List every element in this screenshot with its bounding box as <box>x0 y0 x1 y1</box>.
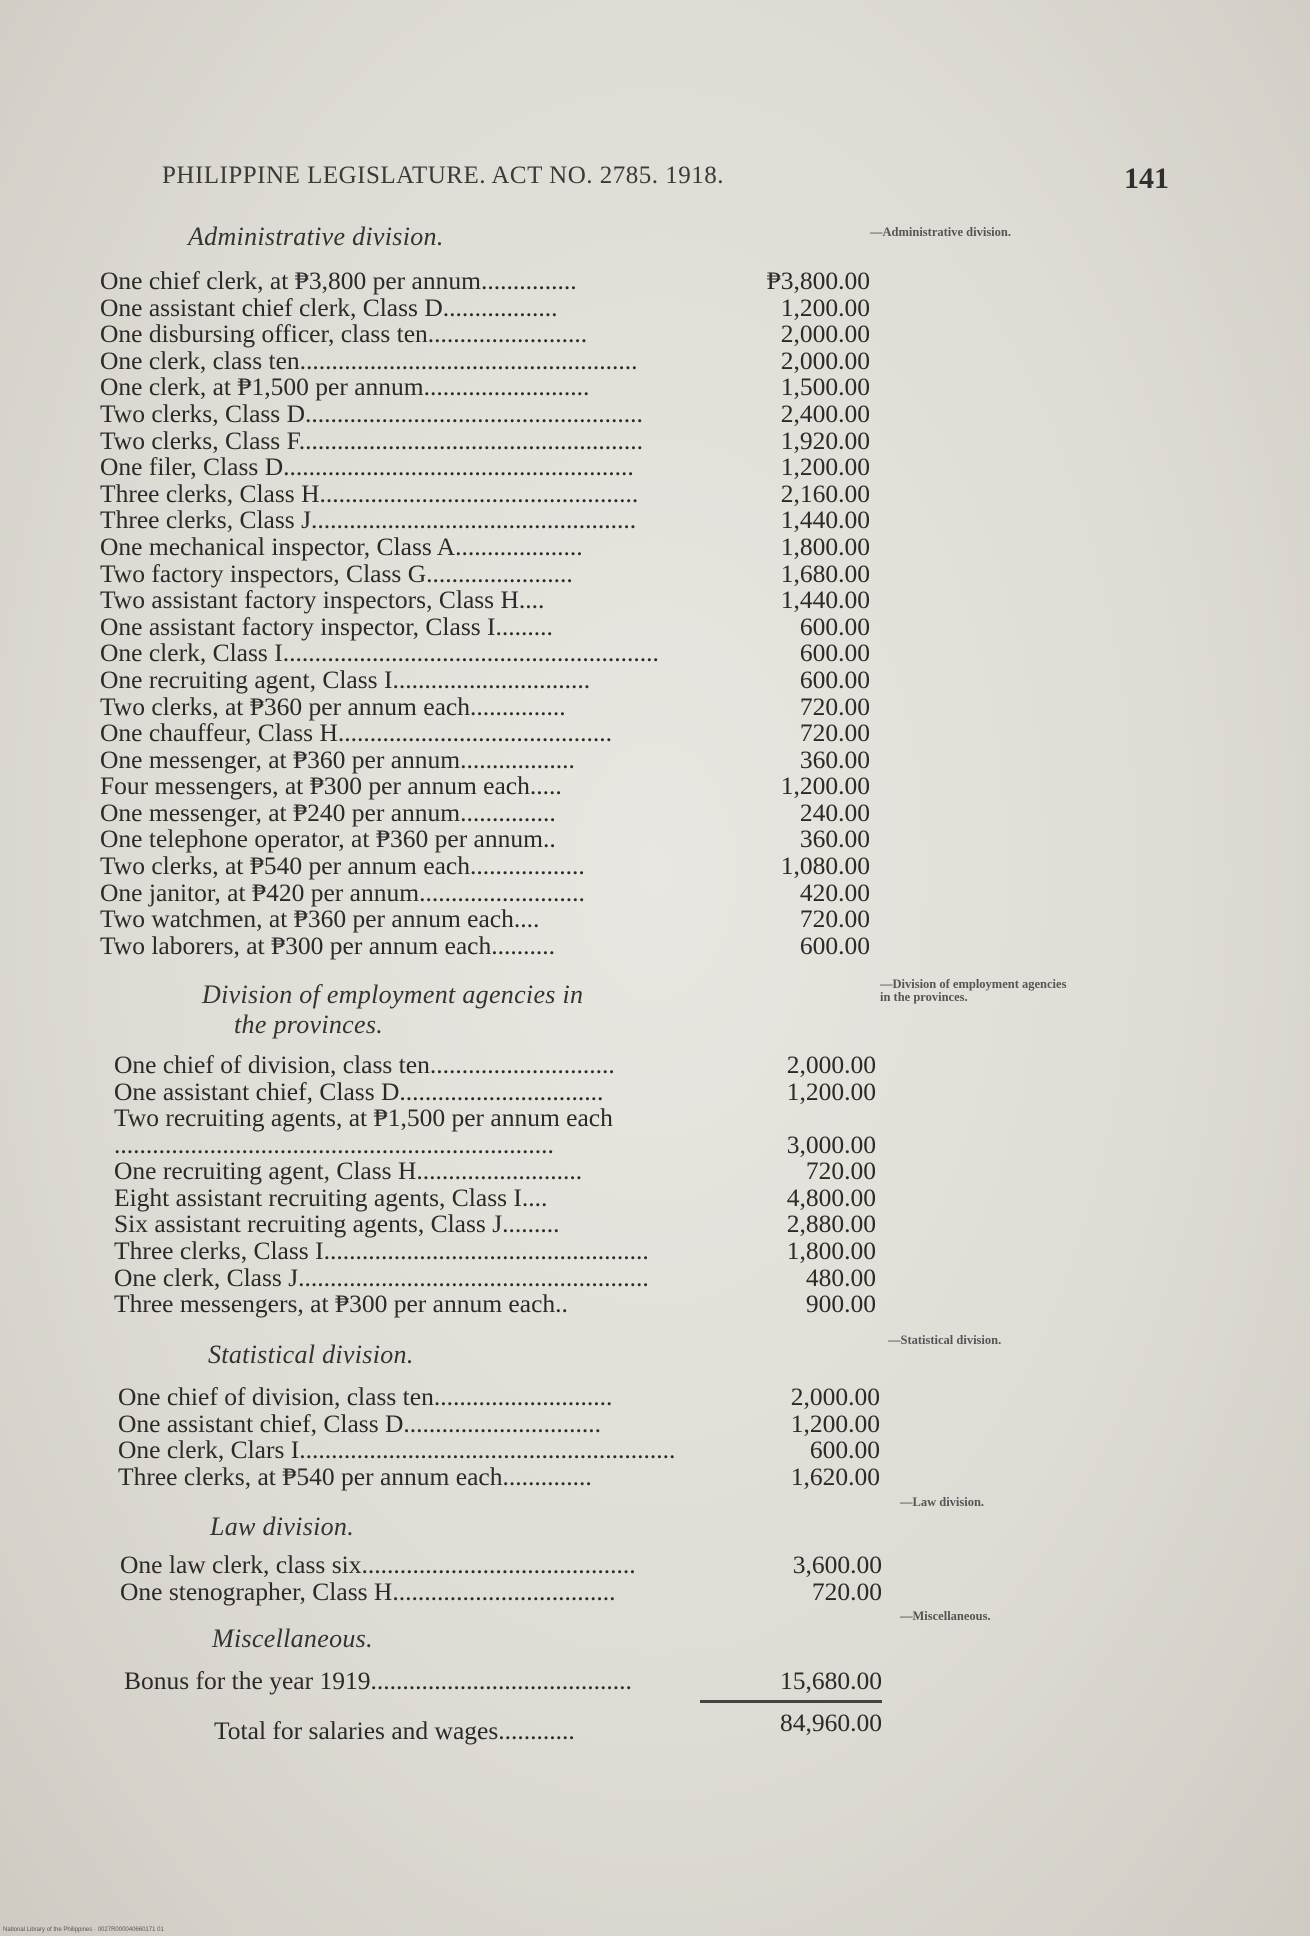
entry-amount: 1,800.00 <box>780 531 870 561</box>
employment-agencies-entries <box>114 1052 894 1318</box>
heading-line: Division of employment agencies in <box>202 980 584 1009</box>
list-item <box>100 425 880 455</box>
entry-amount: 2,400.00 <box>780 398 870 428</box>
entry-amount: 1,200.00 <box>780 292 870 322</box>
entry-amount: 2,880.00 <box>786 1209 876 1239</box>
administrative-entries <box>100 268 880 959</box>
entry-label: One disbursing officer, class ten......................... <box>100 319 588 349</box>
entry-amount: 600.00 <box>799 611 870 641</box>
list-item <box>100 640 880 667</box>
entry-amount: 2,000.00 <box>786 1050 876 1079</box>
entry-amount: 1,200.00 <box>790 1408 880 1438</box>
entry-label: Three clerks, at ₱540 per annum each.............. <box>118 1461 592 1491</box>
list-item <box>100 826 880 853</box>
entry-amount: 360.00 <box>799 744 870 774</box>
entry-amount: 1,500.00 <box>780 372 870 402</box>
list-item <box>114 1105 894 1158</box>
margin-note-employment-agencies: —Division of employment agencies in the provinces. <box>880 977 1067 1004</box>
list-item <box>118 1384 898 1411</box>
entry-label: One recruiting agent, Class I............................... <box>100 664 591 694</box>
list-item <box>100 744 880 774</box>
list-item <box>100 877 880 907</box>
entry-amount: 2,160.00 <box>780 478 870 508</box>
entry-label: Two clerks, Class F...................................................... <box>100 425 643 455</box>
entry-amount: 720.00 <box>799 718 870 748</box>
entry-amount: 3,000.00 <box>786 1129 876 1159</box>
list-item <box>100 853 880 880</box>
list-item <box>100 454 880 481</box>
entry-amount: 720.00 <box>799 904 870 934</box>
list-item <box>100 268 880 295</box>
list-item <box>114 1262 894 1292</box>
entry-label: One clerk, Class J....................................................... <box>114 1262 649 1292</box>
entry-label: Two clerks, Class D..................................................... <box>100 398 643 428</box>
entry-label: One assistant chief, Class D................................ <box>114 1076 604 1106</box>
entry-amount: 900.00 <box>805 1289 876 1319</box>
entry-amount: 240.00 <box>799 797 870 827</box>
margin-note-administrative: —Administrative division. <box>870 225 1011 239</box>
entry-amount: 1,440.00 <box>780 585 870 615</box>
list-item <box>100 906 880 933</box>
entry-amount: 15,680.00 <box>780 1666 882 1695</box>
list-item <box>100 587 880 614</box>
list-item <box>118 1408 898 1438</box>
entry-amount: 1,920.00 <box>780 425 870 455</box>
entry-amount: 4,800.00 <box>786 1182 876 1212</box>
entry-amount: 2,000.00 <box>780 345 870 375</box>
total-amount: 84,960.00 <box>780 1708 882 1737</box>
list-item <box>114 1235 894 1265</box>
entry-amount: 600.00 <box>799 930 870 960</box>
list-item <box>100 558 880 588</box>
list-item <box>114 1182 894 1212</box>
entry-amount: 2,000.00 <box>790 1382 880 1411</box>
entry-label: Four messengers, at ₱300 per annum each..... <box>100 771 562 801</box>
entry-label: One law clerk, class six........................................... <box>120 1550 636 1579</box>
entry-label: Two clerks, at ₱360 per annum each............... <box>100 691 566 721</box>
heading-line: the provinces. <box>234 1010 384 1039</box>
list-item <box>100 691 880 721</box>
entry-amount: 1,200.00 <box>780 452 870 482</box>
entry-label: One clerk, Class I........................................................... <box>100 638 659 668</box>
entry-label: One messenger, at ₱240 per annum............... <box>100 797 556 827</box>
entry-label: One stenographer, Class H................................... <box>120 1576 616 1606</box>
entry-label: One chief of division, class ten............................. <box>114 1050 615 1079</box>
miscellaneous-entries <box>124 1668 904 1695</box>
footer-credit: National Library of the Philippines · 0027R000040660171 01 <box>3 1927 164 1933</box>
entry-label: One chief of division, class ten............................ <box>118 1382 613 1411</box>
entry-amount: 720.00 <box>799 691 870 721</box>
list-item <box>100 773 880 800</box>
list-item <box>114 1158 894 1185</box>
entry-amount: 1,680.00 <box>780 558 870 588</box>
list-item <box>120 1576 900 1606</box>
list-item <box>118 1437 898 1464</box>
section-heading-law: Law division. <box>210 1512 355 1541</box>
entry-amount: 600.00 <box>799 638 870 668</box>
entry-label: One mechanical inspector, Class A.................... <box>100 531 583 561</box>
list-item <box>114 1076 894 1106</box>
entry-label: Eight assistant recruiting agents, Class I.... <box>114 1182 548 1212</box>
list-item <box>100 507 880 534</box>
entry-label: One clerk, Clars I........................................................... <box>118 1435 676 1465</box>
entry-amount: 2,000.00 <box>780 319 870 349</box>
entry-label: One assistant factory inspector, Class I......... <box>100 611 553 641</box>
entry-amount: 1,200.00 <box>786 1076 876 1106</box>
entry-label: Three clerks, Class H.................................................. <box>100 478 639 508</box>
entry-amount: 420.00 <box>799 877 870 907</box>
entry-label: One recruiting agent, Class H.......................... <box>114 1156 583 1186</box>
list-item <box>114 1291 894 1318</box>
list-item <box>100 398 880 428</box>
list-item <box>100 345 880 375</box>
list-item <box>114 1052 894 1079</box>
entry-label: One chief clerk, at ₱3,800 per annum............... <box>100 266 577 295</box>
entry-amount: 1,440.00 <box>780 505 870 535</box>
entry-amount: 480.00 <box>805 1262 876 1292</box>
entry-label: One filer, Class D....................................................... <box>100 452 634 482</box>
entry-amount: ₱3,800.00 <box>766 266 870 295</box>
entry-label: Three clerks, Class J................................................... <box>100 505 637 535</box>
entry-label: Two assistant factory inspectors, Class H.... <box>100 585 545 615</box>
list-item <box>100 321 880 348</box>
list-item <box>100 374 880 401</box>
list-item <box>120 1552 900 1579</box>
entry-label: Two laborers, at ₱300 per annum each.......... <box>100 930 555 960</box>
entry-label: One assistant chief, Class D............................... <box>118 1408 602 1438</box>
entry-label: Two clerks, at ₱540 per annum each.................. <box>100 851 585 881</box>
list-item <box>100 478 880 508</box>
list-item <box>100 930 880 960</box>
entry-label: One messenger, at ₱360 per annum.................. <box>100 744 575 774</box>
list-item <box>100 531 880 561</box>
entry-label: Three messengers, at ₱300 per annum each.. <box>114 1289 568 1319</box>
total-label: Total for salaries and wages............ <box>214 1716 575 1745</box>
entry-amount: 360.00 <box>799 824 870 854</box>
entry-amount: 720.00 <box>805 1156 876 1186</box>
entry-label: Two recruiting agents, at ₱1,500 per annum each ..................................................................... <box>114 1103 613 1159</box>
entry-label: Two factory inspectors, Class G....................... <box>100 558 573 588</box>
entry-label: One janitor, at ₱420 per annum.......................... <box>100 877 585 907</box>
page-number: 141 <box>1124 162 1169 195</box>
margin-note-statistical: —Statistical division. <box>888 1333 1002 1347</box>
list-item <box>100 797 880 827</box>
list-item <box>100 611 880 641</box>
entry-amount: 600.00 <box>799 664 870 694</box>
entry-label: Bonus for the year 1919......................................... <box>124 1666 632 1695</box>
entry-label: Six assistant recruiting agents, Class J......... <box>114 1209 560 1239</box>
entry-amount: 1,800.00 <box>786 1235 876 1265</box>
margin-note-miscellaneous: —Miscellaneous. <box>900 1609 991 1623</box>
statistical-entries <box>118 1384 898 1490</box>
list-item <box>118 1461 898 1491</box>
entry-amount: 1,200.00 <box>780 771 870 801</box>
section-heading-employment-agencies <box>202 980 583 1040</box>
entry-amount: 720.00 <box>811 1576 882 1606</box>
list-item <box>100 292 880 322</box>
list-item <box>100 720 880 747</box>
section-heading-statistical: Statistical division. <box>208 1340 414 1369</box>
entry-label: One assistant chief clerk, Class D.................. <box>100 292 558 322</box>
entry-amount: 3,600.00 <box>792 1550 882 1579</box>
entry-label: One chauffeur, Class H........................................... <box>100 718 612 748</box>
entry-label: One clerk, class ten..................................................... <box>100 345 638 375</box>
entry-amount: 600.00 <box>809 1435 880 1465</box>
entry-amount: 1,080.00 <box>780 851 870 881</box>
entry-label: One telephone operator, at ₱360 per annum.. <box>100 824 556 854</box>
list-item <box>114 1211 894 1238</box>
entry-label: One clerk, at ₱1,500 per annum.......................... <box>100 372 590 402</box>
margin-note-law: —Law division. <box>900 1495 985 1509</box>
law-entries <box>120 1552 900 1605</box>
entry-label: Three clerks, Class I................................................... <box>114 1235 649 1265</box>
section-heading-miscellaneous: Miscellaneous. <box>212 1624 373 1653</box>
entry-amount: 1,620.00 <box>790 1461 880 1491</box>
total-rule <box>700 1700 882 1703</box>
running-head: PHILIPPINE LEGISLATURE. ACT NO. 2785. 1918. <box>162 162 725 189</box>
section-heading-administrative: Administrative division. <box>188 222 444 251</box>
list-item <box>100 664 880 694</box>
entry-label: Two watchmen, at ₱360 per annum each.... <box>100 904 540 934</box>
list-item <box>124 1668 904 1695</box>
